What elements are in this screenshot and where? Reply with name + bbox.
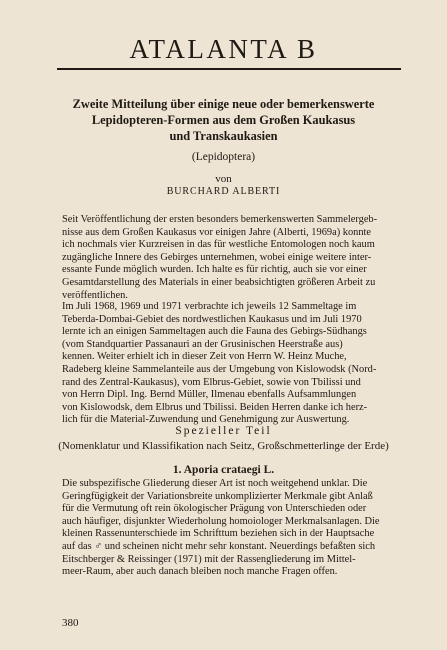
text-line: Im Juli 1968, 1969 und 1971 verbrachte ich jeweils 12 Sammeltage im — [62, 301, 357, 312]
byline-von: von — [215, 173, 232, 185]
paragraph-travels — [62, 301, 398, 427]
text-line: lich für die Material-Zuwendung und Genehmigung zur Auswertung. — [62, 414, 350, 426]
article-title — [40, 96, 407, 144]
article-title-line: und Transkaukasien — [169, 129, 278, 143]
text-line: auch häufiger, disjunkter Wiederholung homoiologer Merkmalsanlagen. Die — [62, 515, 380, 527]
text-line: Gesamtdarstellung des Materials in einer beabsichtigten größeren Arbeit zu — [62, 276, 376, 288]
text-line: Eitschberger & Reissinger (1971) mit der Rassengliederung im Mittel- — [62, 553, 356, 565]
text-line: Geringfügigkeit der Variationsbreite unkomplizierter Merkmale gibt Anlaß — [62, 490, 373, 502]
text-line: kennen. Weiter erhielt ich in dieser Zeit von Herrn W. Heinz Muche, — [62, 351, 347, 363]
section-heading: Spezieller Teil — [175, 425, 272, 437]
text-line: nisse aus dem Großen Kaukasus vor einigen Jahre (Alberti, 1969a) konnte — [62, 226, 372, 238]
text-line: von Herrn Dipl. Ing. Bernd Müller, Ilmenau ebenfalls Aufsammlungen — [62, 389, 357, 401]
text-line: auf das ♂ und scheinen nicht mehr sehr konstant. Neuerdings befaßten sich — [62, 540, 376, 552]
text-line: zugängliche Innere des Gebirges unternehmen, wobei einige weitere inter- — [62, 251, 372, 263]
text-line: ich nochmals vier Kurzreisen in das für westliche Entomologen noch kaum — [62, 239, 375, 251]
text-line: Seit Veröffentlichung der ersten besonders bemerkenswerten Sammelergeb- — [62, 214, 378, 225]
article-subject: (Lepidoptera) — [191, 151, 256, 163]
author-name: BURCHARD ALBERTI — [166, 186, 281, 197]
text-line: Radeberg kleine Sammelanteile aus der Umgebung von Kislowodsk (Nord- — [62, 363, 377, 375]
journal-title: ATALANTA B — [129, 34, 318, 64]
paragraph-intro — [62, 214, 398, 302]
species-heading: 1. Aporia crataegi L. — [172, 464, 275, 476]
text-line: von Kislowodsk, dem Elbrus und Tbilissi. Beiden Herren danke ich herz- — [62, 401, 368, 413]
page-number: 380 — [62, 617, 79, 629]
article-title-line: Lepidopteren-Formen aus dem Großen Kaukasus — [91, 113, 356, 127]
text-line: essante Funde möglich wurden. Ich halte es für richtig, auch sie vor einer — [62, 264, 367, 276]
paragraph-aporia — [62, 478, 398, 579]
section-subheading: (Nomenklatur und Klassifikation nach Seitz, Großschmetterlinge der Erde) — [58, 440, 389, 452]
text-line: Teberda-Dombai-Gebiet des nordwestlichen Kaukasus und im Juli 1970 — [62, 313, 362, 325]
text-line: Die subspezifische Gliederung dieser Art ist noch weitgehend unklar. Die — [62, 478, 368, 489]
text-line: meer-Raum, aber auch danach bleiben noch manche Fragen offen. — [62, 566, 338, 578]
text-line: veröffentlichen. — [62, 289, 128, 301]
text-line: lernte ich an einigen Sammeltagen auch die Fauna des Gebirgs-Südhangs — [62, 326, 367, 338]
article-title-line: Zweite Mitteilung über einige neue oder bemerkenswerte — [72, 97, 375, 111]
text-line: rand des Zentral-Kaukasus), vom Elbrus-Gebiet, sowie von Tbilissi und — [62, 376, 361, 388]
title-rule — [57, 68, 401, 70]
text-line: kleinen Rassenunterschiede im Schrifttum beziehen sich in der Hauptsache — [62, 528, 375, 540]
text-line: für die Vermutung oft rein ökologischer Prägung von Unterschieden oder — [62, 503, 367, 515]
text-line: (vom Standquartier Passanauri an der Grusinischen Heerstraße aus) — [62, 338, 343, 350]
